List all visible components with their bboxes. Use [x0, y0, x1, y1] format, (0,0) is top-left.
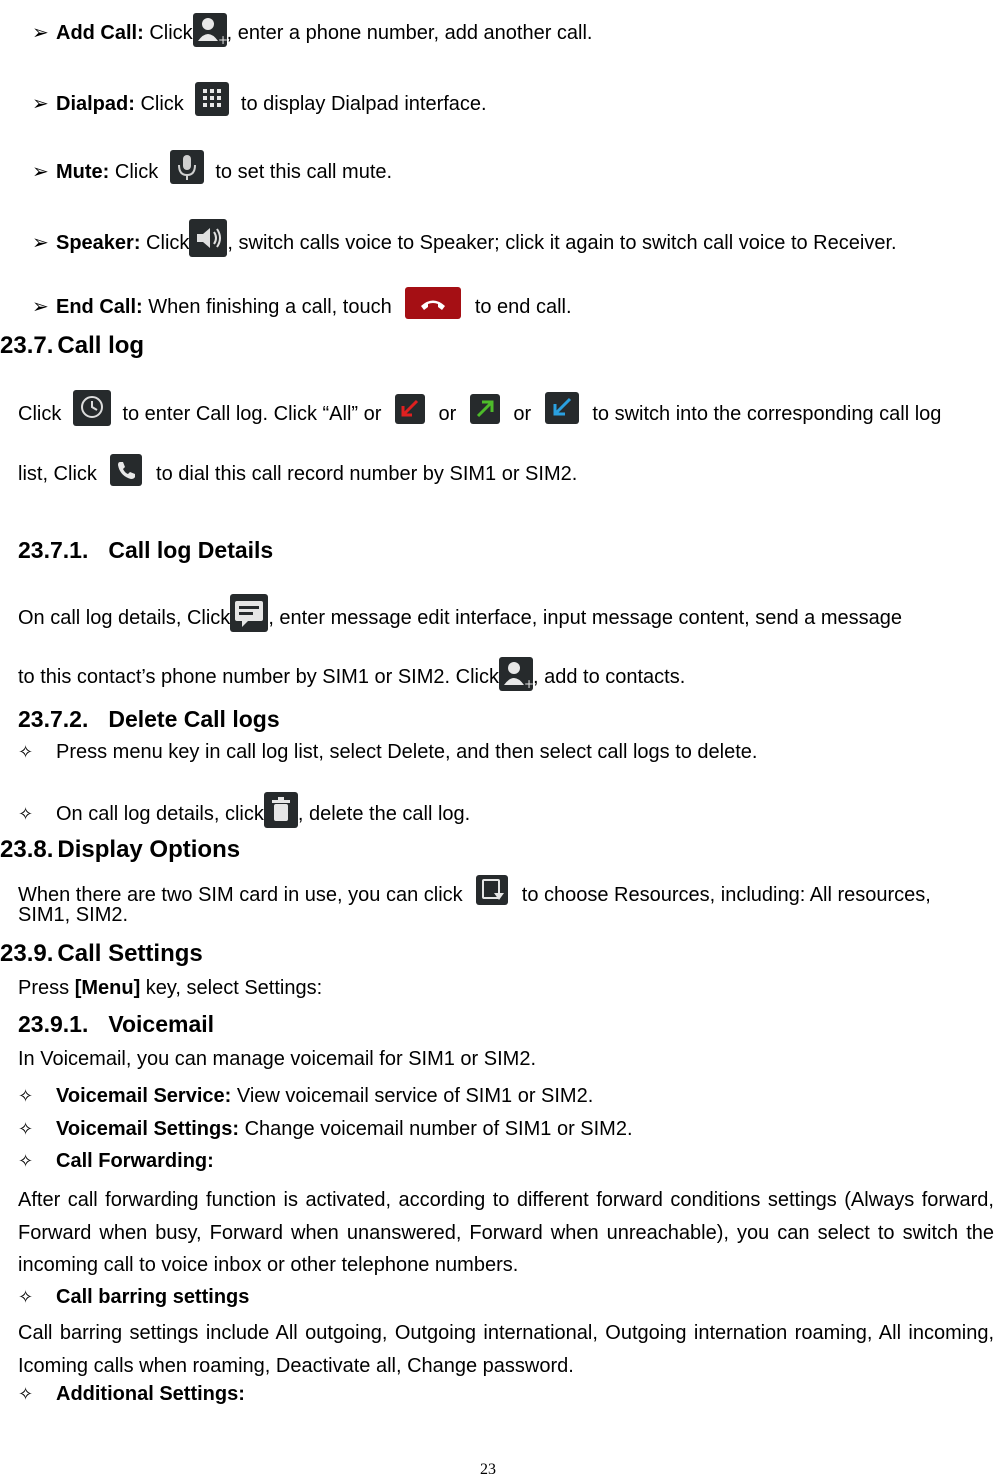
phone-icon — [110, 454, 142, 486]
bullet-end-call: ➢ End Call: When finishing a call, touch to end call. — [32, 287, 572, 319]
bullet-voicemail-settings: ✧ Voicemail Settings: Change voicemail number of SIM1 or SIM2. — [18, 1118, 633, 1140]
speaker-icon — [189, 219, 227, 257]
missed-call-icon — [395, 394, 425, 424]
bullet-call-forwarding: ✧ Call Forwarding: — [18, 1150, 214, 1172]
add-contact-icon — [193, 13, 227, 47]
section-heading-23-9-1: 23.9.1. Voicemail — [18, 1011, 215, 1037]
end-call-icon — [405, 287, 461, 319]
section-heading-23-9: 23.9. Call Settings — [0, 940, 203, 967]
page-number: 23 — [480, 1461, 496, 1478]
bullet-call-barring: ✧ Call barring settings — [18, 1286, 250, 1308]
paragraph-call-log-2: list, Click to dial this call record number by SIM1 or SIM2. — [18, 454, 577, 486]
diamond-bullet-icon: ✧ — [18, 1384, 34, 1405]
diamond-bullet-icon: ✧ — [18, 1287, 34, 1308]
paragraph-call-log-1: Click to enter Call log. Click “All” or or or to switch into the corresponding call log — [18, 390, 941, 426]
paragraph-voicemail-intro: In Voicemail, you can manage voicemail for SIM1 or SIM2. — [18, 1048, 537, 1070]
svg-text:+: + — [217, 33, 228, 47]
clock-icon — [73, 390, 111, 426]
arrow-bullet-icon: ➢ — [32, 232, 49, 254]
svg-text:+: + — [523, 677, 535, 691]
diamond-bullet-icon: ✧ — [18, 742, 34, 763]
paragraph-display-options-1: When there are two SIM card in use, you can click to choose Resources, including: All resources, — [18, 875, 931, 907]
section-heading-23-7-1: 23.7.1. Call log Details — [18, 537, 274, 563]
paragraph-display-options-2: SIM1, SIM2. — [18, 904, 129, 926]
bullet-delete-details: ✧ On call log details, click , delete the call log. — [18, 792, 470, 828]
arrow-bullet-icon: ➢ — [32, 161, 49, 183]
incoming-call-icon — [545, 392, 579, 424]
section-heading-23-7-2: 23.7.2. Delete Call logs — [18, 706, 280, 732]
bullet-add-call: ➢ Add Call: Click + , enter a phone number, add another call. — [32, 13, 592, 47]
trash-icon — [264, 792, 298, 828]
bullet-mute: ➢ Mute: Click to set this call mute. — [32, 150, 392, 184]
dialpad-icon — [195, 82, 229, 116]
bullet-speaker: ➢ Speaker: Click , switch calls voice to Speaker; click it again to switch call voice to Receiver. — [32, 219, 897, 257]
paragraph-call-log-details-2: to this contact’s phone number by SIM1 or SIM2. Click + , add to contacts. — [18, 657, 685, 691]
message-icon — [230, 594, 268, 632]
diamond-bullet-icon: ✧ — [18, 1119, 34, 1140]
add-contact-icon — [499, 657, 533, 691]
bullet-dialpad: ➢ Dialpad: Click to display Dialpad interface. — [32, 82, 487, 116]
paragraph-call-forwarding: After call forwarding function is activated, according to different forward conditions settings (Always forward, Forward when busy, Forward when unanswered, Forward when unreachable), you can select to switch the incoming call to voice inbox or other telephone numbers. — [18, 1189, 994, 1276]
microphone-icon — [170, 150, 204, 184]
outgoing-call-icon — [470, 394, 500, 424]
arrow-bullet-icon: ➢ — [32, 296, 49, 318]
bullet-voicemail-service: ✧ Voicemail Service: View voicemail service of SIM1 or SIM2. — [18, 1085, 594, 1107]
arrow-bullet-icon: ➢ — [32, 93, 49, 115]
arrow-bullet-icon: ➢ — [32, 22, 49, 44]
bullet-additional-settings: ✧ Additional Settings: — [18, 1383, 245, 1405]
diamond-bullet-icon: ✧ — [18, 1086, 34, 1107]
sim-select-icon — [476, 875, 508, 905]
section-heading-23-7: 23.7. Call log — [0, 332, 145, 359]
bullet-delete-menu: ✧ Press menu key in call log list, select Delete, and then select call logs to delete. — [18, 741, 758, 763]
section-heading-23-8: 23.8. Display Options — [0, 836, 241, 863]
diamond-bullet-icon: ✧ — [18, 804, 34, 825]
paragraph-call-settings: Press [Menu] key, select Settings: — [18, 977, 323, 999]
paragraph-call-barring: Call barring settings include All outgoing, Outgoing international, Outgoing internation roaming, All incoming, Icoming calls when roaming, Deactivate all, Change password. — [18, 1322, 994, 1377]
diamond-bullet-icon: ✧ — [18, 1151, 34, 1172]
paragraph-call-log-details-1: On call log details, Click , enter message edit interface, input message content, send a message — [18, 594, 902, 632]
